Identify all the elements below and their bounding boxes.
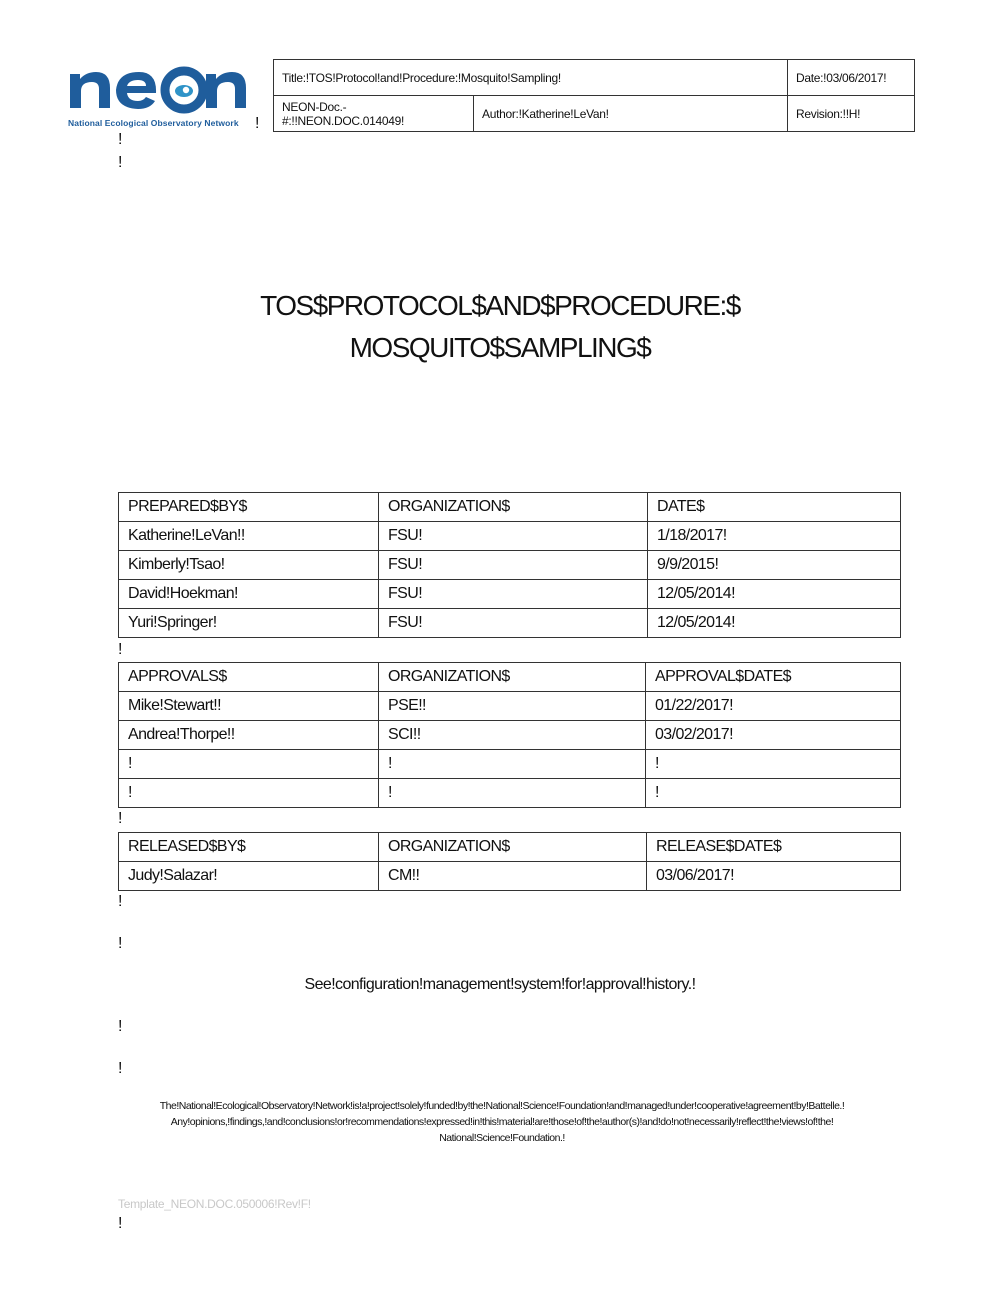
- table-row: [119, 522, 901, 551]
- table-cell: 12/05/2014!: [648, 609, 901, 638]
- table-header-row: [119, 493, 901, 522]
- table-cell: !: [646, 750, 901, 779]
- stray-mark: !: [118, 131, 123, 148]
- doc-header-date: Date:!03/06/2017!: [788, 60, 915, 96]
- approvals-table: [118, 662, 901, 808]
- table-row: [119, 692, 901, 721]
- prepared-by-table: [118, 492, 901, 638]
- table-cell: Katherine!LeVan!!: [119, 522, 379, 551]
- table-cell: FSU!: [379, 551, 648, 580]
- table-cell: Judy!Salazar!: [119, 862, 379, 891]
- table-row: [119, 551, 901, 580]
- table-cell: 12/05/2014!: [648, 580, 901, 609]
- document-title-line1: TOS$PROTOCOL$AND$PROCEDURE:$: [260, 290, 740, 321]
- stray-mark: !: [118, 641, 123, 658]
- table-cell: 03/02/2017!: [646, 721, 901, 750]
- table-row: [119, 609, 901, 638]
- header-cell: ORGANIZATION$: [379, 493, 648, 522]
- header-cell: ORGANIZATION$: [379, 663, 646, 692]
- stray-mark: !: [118, 1060, 123, 1077]
- table-cell: !: [119, 750, 379, 779]
- logo-tagline: National Ecological Observatory Network: [68, 118, 239, 128]
- stray-mark: !: [118, 935, 123, 952]
- neon-wordmark-icon: [66, 58, 250, 114]
- document-title-line2: MOSQUITO$SAMPLING$: [349, 332, 651, 363]
- stray-mark: !: [118, 893, 123, 910]
- template-id: Template_NEON.DOC.050006!Rev!F!: [118, 1197, 311, 1211]
- stray-mark: !: [118, 1215, 123, 1232]
- table-cell: SCI!!: [379, 721, 646, 750]
- stray-mark: !: [255, 115, 260, 132]
- stray-mark: !: [118, 1018, 123, 1035]
- table-cell: 03/06/2017!: [647, 862, 901, 891]
- table-cell: 9/9/2015!: [648, 551, 901, 580]
- table-header-row: [119, 663, 901, 692]
- table-cell: !: [379, 779, 646, 808]
- header-cell: RELEASE$DATE$: [647, 833, 901, 862]
- table-cell: FSU!: [379, 609, 648, 638]
- table-row: [119, 580, 901, 609]
- neon-logo: [66, 58, 250, 132]
- released-by-table: [118, 832, 901, 891]
- header-cell: APPROVAL$DATE$: [646, 663, 901, 692]
- table-cell: !: [379, 750, 646, 779]
- table-cell: Mike!Stewart!!: [119, 692, 379, 721]
- header-cell: RELEASED$BY$: [119, 833, 379, 862]
- disclaimer-line2: Any!opinions,!findings,!and!conclusions!or!recommendations!expressed!in!this!material!are!those!of!the!author(s)!and!do!not!necessarily!reflect!the!views!of!the!: [170, 1116, 834, 1128]
- table-cell: FSU!: [379, 580, 648, 609]
- table-cell: FSU!: [379, 522, 648, 551]
- doc-header-number: NEON-Doc.-#:!!NEON.DOC.014049!: [274, 96, 474, 132]
- table-cell: David!Hoekman!: [119, 580, 379, 609]
- configuration-note: See!configuration!management!system!for!approval!history.!: [304, 976, 696, 993]
- disclaimer-line3: National!Science!Foundation.!: [439, 1132, 565, 1144]
- doc-header-title: Title:!TOS!Protocol!and!Procedure:!Mosquito!Sampling!: [274, 60, 788, 96]
- table-cell: PSE!!: [379, 692, 646, 721]
- table-cell: !: [119, 779, 379, 808]
- doc-header-author: Author:!Katherine!LeVan!: [474, 96, 788, 132]
- table-cell: Yuri!Springer!: [119, 609, 379, 638]
- table-row: [119, 750, 901, 779]
- doc-header-revision: Revision:!!H!: [788, 96, 915, 132]
- header-cell: PREPARED$BY$: [119, 493, 379, 522]
- table-cell: 1/18/2017!: [648, 522, 901, 551]
- table-cell: Andrea!Thorpe!!: [119, 721, 379, 750]
- stray-mark: !: [118, 154, 123, 171]
- table-cell: !: [646, 779, 901, 808]
- stray-mark: !: [118, 810, 123, 827]
- table-cell: Kimberly!Tsao!: [119, 551, 379, 580]
- header-cell: ORGANIZATION$: [379, 833, 647, 862]
- table-header-row: [119, 833, 901, 862]
- table-row: [119, 721, 901, 750]
- disclaimer-line1: The!National!Ecological!Observatory!Network!is!a!project!solely!funded!by!the!National!Science!Foundation!and!managed!under!cooperative!agreement!by!Battelle.!: [159, 1100, 845, 1112]
- header-cell: APPROVALS$: [119, 663, 379, 692]
- table-cell: 01/22/2017!: [646, 692, 901, 721]
- document-header-table: [273, 59, 915, 132]
- header-cell: DATE$: [648, 493, 901, 522]
- table-row: [119, 862, 901, 891]
- table-row: [119, 779, 901, 808]
- table-cell: CM!!: [379, 862, 647, 891]
